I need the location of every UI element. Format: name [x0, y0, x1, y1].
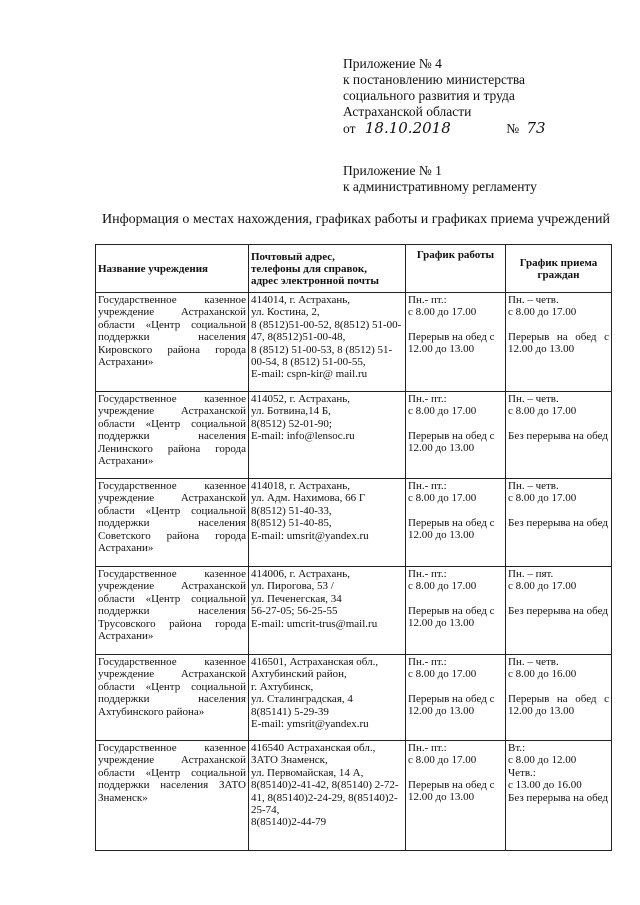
date-prefix: от	[343, 121, 356, 136]
cell-reception-schedule	[506, 479, 612, 567]
annex-1-line: к административному регламенту	[343, 179, 537, 194]
work-hours: Пн.- пт.: с 8.00 до 17.00	[408, 294, 477, 319]
work-hours: Пн.- пт.: с 8.00 до 17.00	[408, 656, 477, 681]
spacer	[408, 593, 503, 605]
spacer	[408, 681, 503, 693]
work-hours: Пн.- пт.: с 8.00 до 17.00	[408, 742, 477, 767]
spacer	[408, 505, 503, 517]
table-row	[96, 479, 612, 567]
spacer	[408, 418, 503, 430]
cell-reception-schedule	[506, 741, 612, 851]
header-work-schedule: График работы	[406, 245, 506, 293]
reception-hours: Пн. – четв. с 8.00 до 17.00	[508, 393, 577, 418]
work-hours: Пн.- пт.: с 8.00 до 17.00	[408, 568, 477, 593]
cell-work-schedule	[406, 293, 506, 392]
annex-4-line: социального развития и труда	[343, 88, 515, 103]
header-address: Почтовый адрес, телефоны для справок, адрес электронной почты	[249, 245, 406, 293]
table-row	[96, 293, 612, 392]
work-break: Перерыв на обед с 12.00 до 13.00	[408, 692, 495, 718]
cell-reception-schedule	[506, 567, 612, 655]
reception-break: Без перерыва на обед	[508, 516, 608, 529]
reception-hours: Пн. – четв. с 8.00 до 16.00	[508, 656, 577, 681]
cell-address: 414006, г. Астрахань, ул. Пирогова, 53 / ул. Печенегская, 34 56-27-05; 56-25-55 E-mail: umcrit-trus@mail.ru	[249, 567, 406, 655]
cell-institution-name: Государственное казенное учреждение Астраханской области «Центр социальной поддержки населения Кировского района города Астрахани»	[96, 293, 249, 392]
header-reception-schedule: График приема граждан	[506, 245, 612, 293]
spacer	[508, 319, 609, 331]
handwritten-number: 73	[526, 119, 546, 137]
number-prefix: №	[506, 121, 520, 136]
spacer	[508, 681, 609, 693]
spacer	[408, 767, 503, 779]
reception-hours: Пн. – четв. с 8.00 до 17.00	[508, 294, 577, 319]
table-header-row	[96, 245, 612, 293]
cell-address: 414018, г. Астрахань, ул. Адм. Нахимова, 66 Г 8(8512) 51-40-33, 8(8512) 51-40-85, E-mail: umsrit@yandex.ru	[249, 479, 406, 567]
reception-break: Без перерыва на обед	[508, 791, 608, 804]
header-name: Название учреждения	[96, 245, 249, 293]
work-break: Перерыв на обед с 12.00 до 13.00	[408, 429, 495, 455]
cell-institution-name: Государственное казенное учреждение Астраханской области «Центр социальной поддержки населения Ахтубинского района»	[96, 655, 249, 741]
cell-reception-schedule	[506, 655, 612, 741]
cell-work-schedule	[406, 567, 506, 655]
cell-reception-schedule	[506, 293, 612, 392]
cell-institution-name: Государственное казенное учреждение Астраханской области «Центр социальной поддержки населения Советского района города Астрахани»	[96, 479, 249, 567]
spacer	[408, 319, 503, 331]
work-hours: Пн.- пт.: с 8.00 до 17.00	[408, 480, 477, 505]
cell-work-schedule	[406, 655, 506, 741]
annex-4-title: Приложение № 4	[343, 56, 442, 71]
cell-institution-name: Государственное казенное учреждение Астраханской области «Центр социальной поддержки населения Ленинского района города Астрахани»	[96, 392, 249, 479]
work-break: Перерыв на обед с 12.00 до 13.00	[408, 516, 495, 542]
reception-hours: Пн. – пят. с 8.00 до 17.00	[508, 568, 577, 593]
cell-work-schedule	[406, 479, 506, 567]
reception-break: Перерыв на обед с 12.00 до 13.00	[508, 330, 609, 356]
cell-institution-name: Государственное казенное учреждение Астраханской области «Центр социальной поддержки населения Трусовского района города Астрахани»	[96, 567, 249, 655]
table-row	[96, 741, 612, 851]
annex-1-title: Приложение № 1	[343, 163, 442, 178]
reception-break: Без перерыва на обед	[508, 604, 608, 617]
reception-hours: Вт.: с 8.00 до 12.00 Четв.: с 13.00 до 16.00	[508, 742, 582, 792]
annex-4-header	[343, 56, 546, 137]
cell-address: 414014, г. Астрахань, ул. Костина, 2, 8 (8512)51-00-52, 8(8512) 51-00-47, 8(8512)51-00-48, 8 (8512) 51-00-53, 8 (8512) 51-00-54, 8 (8512) 51-00-55, E-mail: cspn-kir@ mail.ru	[249, 293, 406, 392]
table-row	[96, 655, 612, 741]
document-title: Информация о местах нахождения, графиках работы и графиках приема учреждений	[102, 212, 610, 227]
cell-address: 414052, г. Астрахань, ул. Ботвина,14 Б, 8(8512) 52-01-90; E-mail: info@lensoc.ru	[249, 392, 406, 479]
work-break: Перерыв на обед с 12.00 до 13.00	[408, 604, 495, 630]
reception-hours: Пн. – четв. с 8.00 до 17.00	[508, 480, 577, 505]
institutions-table	[95, 244, 612, 851]
table-row	[96, 392, 612, 479]
annex-4-line: к постановлению министерства	[343, 72, 526, 87]
cell-address: 416501, Астраханская обл., Ахтубинский район, г. Ахтубинск, ул. Сталинградская, 4 8(85141) 5-29-39 E-mail: ymsrit@yandex.ru	[249, 655, 406, 741]
table-row	[96, 567, 612, 655]
reception-break: Перерыв на обед с 12.00 до 13.00	[508, 692, 609, 718]
cell-address: 416540 Астраханская обл., ЗАТО Знаменск, ул. Первомайская, 14 А, 8(85140)2-41-42, 8(85140) 2-72-41, 8(85140)2-24-29, 8(85140)2-25-74, 8(85140)2-44-79	[249, 741, 406, 851]
cell-work-schedule	[406, 392, 506, 479]
cell-institution-name: Государственное казенное учреждение Астраханской области «Центр социальной поддержки населения ЗАТО Знаменск»	[96, 741, 249, 851]
work-break: Перерыв на обед с 12.00 до 13.00	[408, 778, 495, 804]
spacer	[508, 418, 609, 430]
spacer	[508, 505, 609, 517]
annex-4-date-line	[343, 120, 546, 137]
cell-work-schedule	[406, 741, 506, 851]
work-hours: Пн.- пт.: с 8.00 до 17.00	[408, 393, 477, 418]
work-break: Перерыв на обед с 12.00 до 13.00	[408, 330, 495, 356]
reception-break: Без перерыва на обед	[508, 429, 608, 442]
spacer	[508, 593, 609, 605]
handwritten-date: 18.10.2018	[364, 119, 451, 137]
annex-4-line: Астраханской области	[343, 104, 472, 119]
annex-1-header	[343, 163, 537, 195]
cell-reception-schedule	[506, 392, 612, 479]
